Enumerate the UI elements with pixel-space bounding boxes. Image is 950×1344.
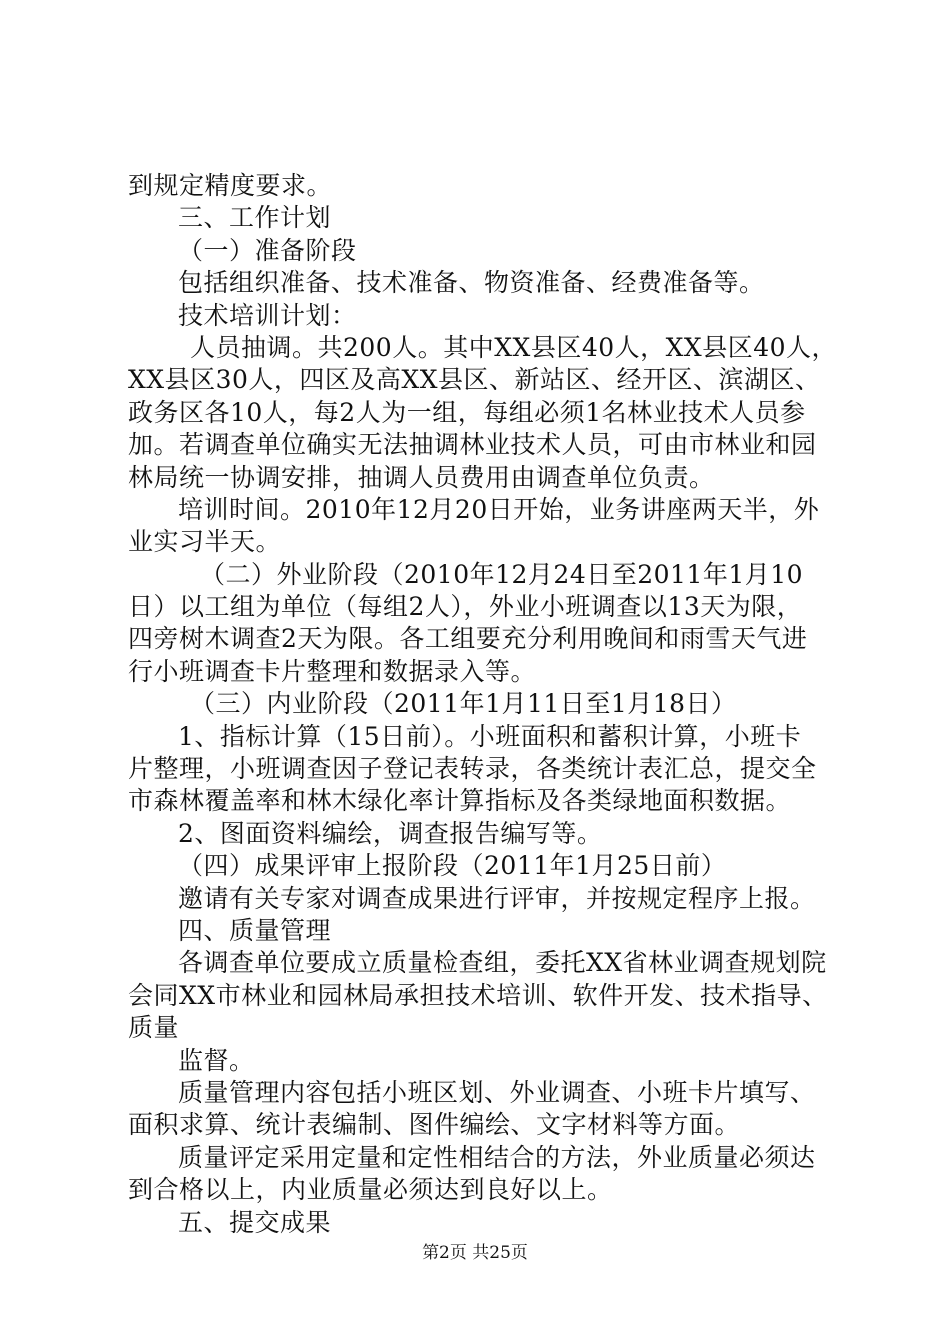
text-line: 行小班调查卡片整理和数据录入等。	[128, 656, 537, 686]
text-line: 质量评定采用定量和定性相结合的方法，外业质量必须达	[178, 1142, 816, 1172]
text-line: 质量管理内容包括小班区划、外业调查、小班卡片填写、	[178, 1077, 816, 1107]
text-line: 四旁树木调查2天为限。各工组要充分利用晚间和雨雪天气进	[128, 624, 808, 654]
text-line: 业实习半天。	[128, 527, 282, 557]
text-line: 政务区各10人，每2人为一组，每组必须1名林业技术人员参	[128, 397, 806, 427]
subsection-heading: （四）成果评审上报阶段（2011年1月25日前）	[178, 851, 727, 881]
page-footer: 第2页 共25页	[422, 1243, 528, 1263]
text-line: 2、图面资料编绘，调查报告编写等。	[178, 818, 603, 848]
text-line: 人员抽调。共200人。其中XX县区40人，XX县区40人，	[190, 332, 838, 362]
text-line: 邀请有关专家对调查成果进行评审，并按规定程序上报。	[178, 883, 816, 913]
text-line: 包括组织准备、技术准备、物资准备、经费准备等。	[178, 268, 765, 298]
text-line: 面积求算、统计表编制、图件编绘、文字材料等方面。	[128, 1110, 741, 1140]
text-line: 1、指标计算（15日前）。小班面积和蓄积计算，小班卡	[178, 721, 802, 751]
text-line: 监督。	[178, 1045, 255, 1075]
text-line: 培训时间。2010年12月20日开始，业务讲座两天半，外	[178, 494, 820, 524]
text-line: 质量	[128, 1013, 180, 1043]
text-line: 各调查单位要成立质量检查组，委托XX省林业调查规划院	[178, 948, 827, 978]
text-line: 片整理，小班调查因子登记表转录，各类统计表汇总，提交全	[128, 754, 817, 784]
text-line: 林局统一协调安排，抽调人员费用由调查单位负责。	[128, 462, 715, 492]
section-heading: 五、提交成果	[178, 1207, 332, 1237]
text-line: 会同XX市林业和园林局承担技术培训、软件开发、技术指导、	[128, 980, 828, 1010]
text-line: XX县区30人，四区及高XX县区、新站区、经开区、滨湖区、	[128, 365, 821, 395]
text-line: 到规定精度要求。	[128, 171, 333, 200]
text-line: 技术培训计划：	[178, 300, 357, 330]
body-text	[128, 170, 838, 1239]
section-heading: 四、质量管理	[178, 915, 332, 945]
text-line: 到合格以上，内业质量必须达到良好以上。	[128, 1175, 613, 1205]
section-heading: 三、工作计划	[178, 203, 332, 233]
text-line: 日）以工组为单位（每组2人），外业小班调查以13天为限，	[128, 592, 803, 622]
subsection-heading: （二）外业阶段（2010年12月24日至2011年1月10	[200, 559, 804, 589]
text-line: 市森林覆盖率和林木绿化率计算指标及各类绿地面积数据。	[128, 786, 792, 816]
subsection-heading: （一）准备阶段	[178, 235, 357, 265]
subsection-heading: （三）内业阶段（2011年1月11日至1月18日）	[190, 689, 737, 719]
text-line: 加。若调查单位确实无法抽调林业技术人员，可由市林业和园	[128, 430, 817, 460]
